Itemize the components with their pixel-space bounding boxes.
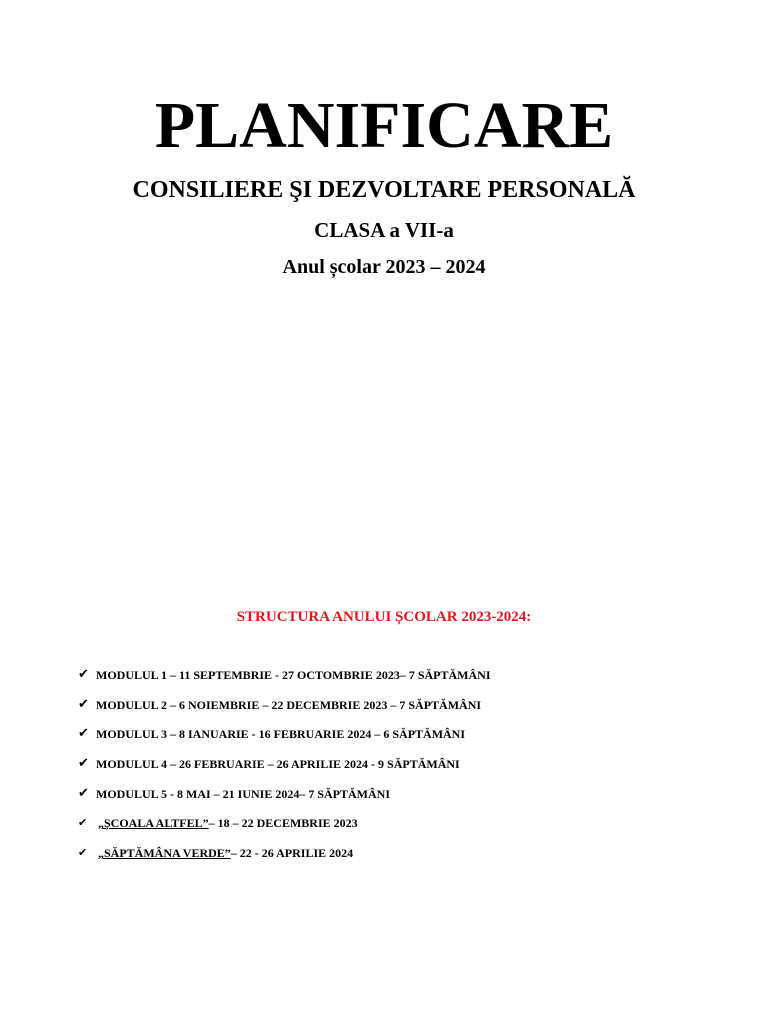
checkmark-icon: ✔ [78,696,89,712]
module-text: MODULUL 2 – 6 NOIEMBRIE – 22 DECEMBRIE 2023 – 7 SĂPTĂMÂNI [96,697,482,712]
event-name: „ȘCOALA ALTFEL” [98,816,209,831]
module-text: MODULUL 3 – 8 IANUARIE - 16 FEBRUARIE 2024 – 6 SĂPTĂMÂNI [96,727,466,742]
module-item [78,660,738,690]
structure-heading: STRUCTURA ANULUI ȘCOLAR 2023-2024: [236,609,532,625]
module-item [78,690,738,720]
checkmark-icon: ✔ [78,726,89,742]
event-item [78,838,738,868]
module-item [78,749,738,779]
checkmark-icon: ✔ [78,845,88,859]
event-dates: – 18 – 22 DECEMBRIE 2023 [208,816,358,831]
checkmark-icon: ✔ [78,755,89,771]
event-dates: – 22 - 26 APRILIE 2024 [230,845,354,860]
checkmark-icon: ✔ [78,816,88,830]
module-item [78,779,738,809]
class-line: CLASA a VII-a [314,218,454,242]
school-year-line: Anul școlar 2023 – 2024 [282,256,486,278]
document-title: PLANIFICARE [154,89,614,162]
module-text: MODULUL 4 – 26 FEBRUARIE – 26 APRILIE 2024 - 9 SĂPTĂMÂNI [96,756,460,771]
document-subtitle: CONSILIERE ŞI DEZVOLTARE PERSONALĂ [132,177,636,203]
module-text: MODULUL 5 - 8 MAI – 21 IUNIE 2024– 7 SĂPTĂMÂNI [96,786,391,801]
checkmark-icon: ✔ [78,666,89,682]
checkmark-icon: ✔ [78,785,89,801]
module-item [78,719,738,749]
event-name: „SĂPTĂMÂNA VERDE” [98,845,231,860]
module-text: MODULUL 1 – 11 SEPTEMBRIE - 27 OCTOMBRIE 2023– 7 SĂPTĂMÂNI [96,667,491,682]
structure-list [78,660,738,868]
event-item [78,808,738,838]
